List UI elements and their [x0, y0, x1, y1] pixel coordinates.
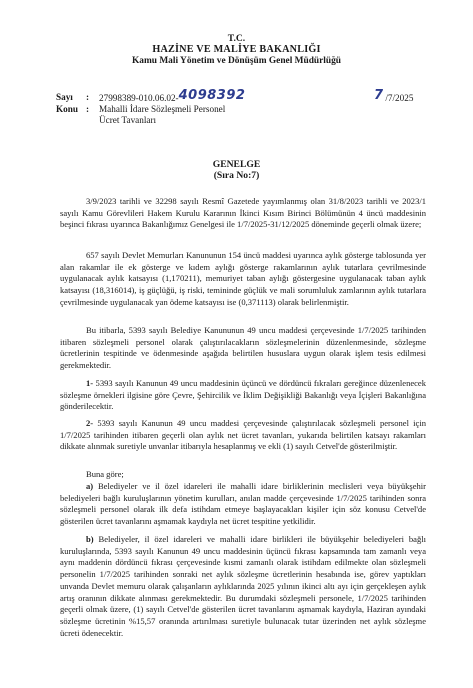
konu-row	[56, 104, 78, 115]
date-printed: /7/2025	[385, 93, 414, 103]
paragraph-item-1	[60, 378, 426, 413]
paragraph-a	[60, 481, 426, 528]
item-2-number: 2-	[86, 418, 94, 428]
genelge-title: GENELGE	[212, 159, 261, 170]
genelge-sequence: (Sıra No:7)	[213, 170, 260, 181]
date-row	[374, 88, 414, 104]
date-handwritten-day: 7	[374, 88, 384, 103]
sayi-value: 27998389-010.06.02-	[99, 93, 179, 103]
paragraph-1: 3/9/2023 tarihli ve 32298 sayılı Resmî Gazetede yayımlanmış olan 31/8/2023 tarihli ve 2023/1 sayılı Kamu Görevlileri Hakem Kurulu Kararının İkinci Kısım Birinci Bölümünün 4 üncü maddesinin beşinci fıkrası uyarınca Bakanlığımız Genelgesi ile 1/7/2025-31/12/2025 döneminde geçerli olmak üzere;	[60, 196, 426, 230]
sayi-colon: :	[86, 92, 90, 102]
paragraph-b	[60, 534, 426, 639]
konu-label: Konu	[56, 104, 78, 114]
paragraph-item-2	[60, 418, 426, 453]
item-b-label: b)	[86, 534, 94, 544]
item-b-text: Belediyeler, il özel idareleri ve mahalli idare birlikleri ile büyükşehir belediyeleri bağlı kuruluşlarında, 5393 sayılı Kanunun 49 uncu maddesinin üçüncü fıkrası kapsamında tam zamanlı veya aynı maddenin dördüncü fıkrası çerçevesinde kısmi zamanlı olarak istihdam edilmekte olan sözleşmeli personelin 1/7/2025 tarihinden sonraki net aylık sözleşme ücretlerinin hesabında ise, görev yaptıkları unvanda Devlet memuru olarak çalışanların aylıklarında 2025 yılının ikinci altı ayı için gerçekleşen aylık artış oranının dikkate alınması gerekmektedir. Bu durumdaki sözleşmeli personele, 1/7/2025 tarihinden geçerli olmak üzere, (1) sayılı Cetvel'de gösterilen ücret tavanlarını aşmamak kaydıyla, Haziran ayındaki sözleşme ücretinin %15,57 oranında artırılması suretiyle bulunacak tutar üzerinden net aylık sözleşme ücreti ödenecektir.	[60, 534, 426, 638]
item-1-number: 1-	[86, 378, 94, 388]
konu-line-1: Mahalli İdare Sözleşmeli Personel	[99, 104, 226, 114]
sayi-value-row	[99, 88, 246, 104]
konu-colon: :	[86, 104, 90, 114]
header-tc: T.C.	[227, 33, 246, 44]
sayi-handwritten-number: 4098392	[178, 88, 246, 103]
konu-line-2: Ücret Tavanları	[99, 115, 157, 125]
sayi-label: Sayı	[56, 92, 73, 102]
item-1-text: 5393 sayılı Kanunun 49 uncu maddesinin üçüncü ve dördüncü fıkraları gereğince düzenlenecek sözleşme örnekleri ilgisine göre Çevre, Şehircilik ve İklim Değişikliği Bakanlığı veya İçişleri Bakanlığına gönderilecektir.	[60, 378, 426, 412]
header-directorate: Kamu Mali Yönetim ve Dönüşüm Genel Müdürlüğü	[131, 56, 342, 66]
sayi-row	[56, 92, 73, 103]
paragraph-2: 657 sayılı Devlet Memurları Kanununun 154 üncü maddesi uyarınca aylık gösterge tablosunda yer alan rakamlar ile ek gösterge ve kıdem aylığı gösterge rakamlarının aylık tutarlara çevrilmesinde uygulanacak aylık katsayısı (1,170211), memuriyet taban aylığı göstergesine uygulanacak taban aylık katsayısı (18,316014), iş güçlüğü, iş riski, temininde güçlük ve mali sorumluluk zamlarının aylık tutarlara çevrilmesinde uygulanacak yan ödeme katsayısı ise (0,371113) olarak belirlenmiştir.	[60, 250, 426, 307]
item-2-text: 5393 sayılı Kanunun 49 uncu maddesi çerçevesinde çalıştırılacak sözleşmeli personel için 1/7/2025 tarihinden itibaren geçerli olan aylık net ücret tavanları, yukarıda belirtilen katsayı rakamları dikkate alınmak suretiyle unvanlar itibarıyla hesaplanmış ve ekli (1) sayılı Cetvel'de gösterilmiştir.	[60, 418, 426, 452]
header-ministry: HAZİNE VE MALİYE BAKANLIĞI	[152, 44, 321, 55]
item-a-text: Belediyeler ve il özel idareleri ile mahalli idare birliklerinin meclisleri veya büyükşehir belediyeleri bağlı kuruluşlarının yönetim kurulları, anılan madde çerçevesinde 1/7/2025 tarihinden sonra sözleşmeli personel olarak ilk defa istihdam etmeye başlayacakları kişiler için söz konusu Cetvel'de gösterilen ücret tavanlarını aşmamak kaydıyla net ücret tespitine yetkilidir.	[60, 481, 426, 527]
item-a-label: a)	[86, 481, 94, 491]
paragraph-3: Bu itibarla, 5393 sayılı Belediye Kanununun 49 uncu maddesi çerçevesinde 1/7/2025 tarihinden itibaren sözleşmeli personel olarak çalıştırılacakların sözleşmelerinin düzenlenmesinde, sözleşme ücretlerinin tespitinde ve ödenmesinde aşağıda belirtilen hususlara uygun olarak işlem tesis edilmesi gerekmektedir.	[60, 325, 426, 371]
paragraph-buna-gore: Buna göre;	[86, 469, 124, 479]
